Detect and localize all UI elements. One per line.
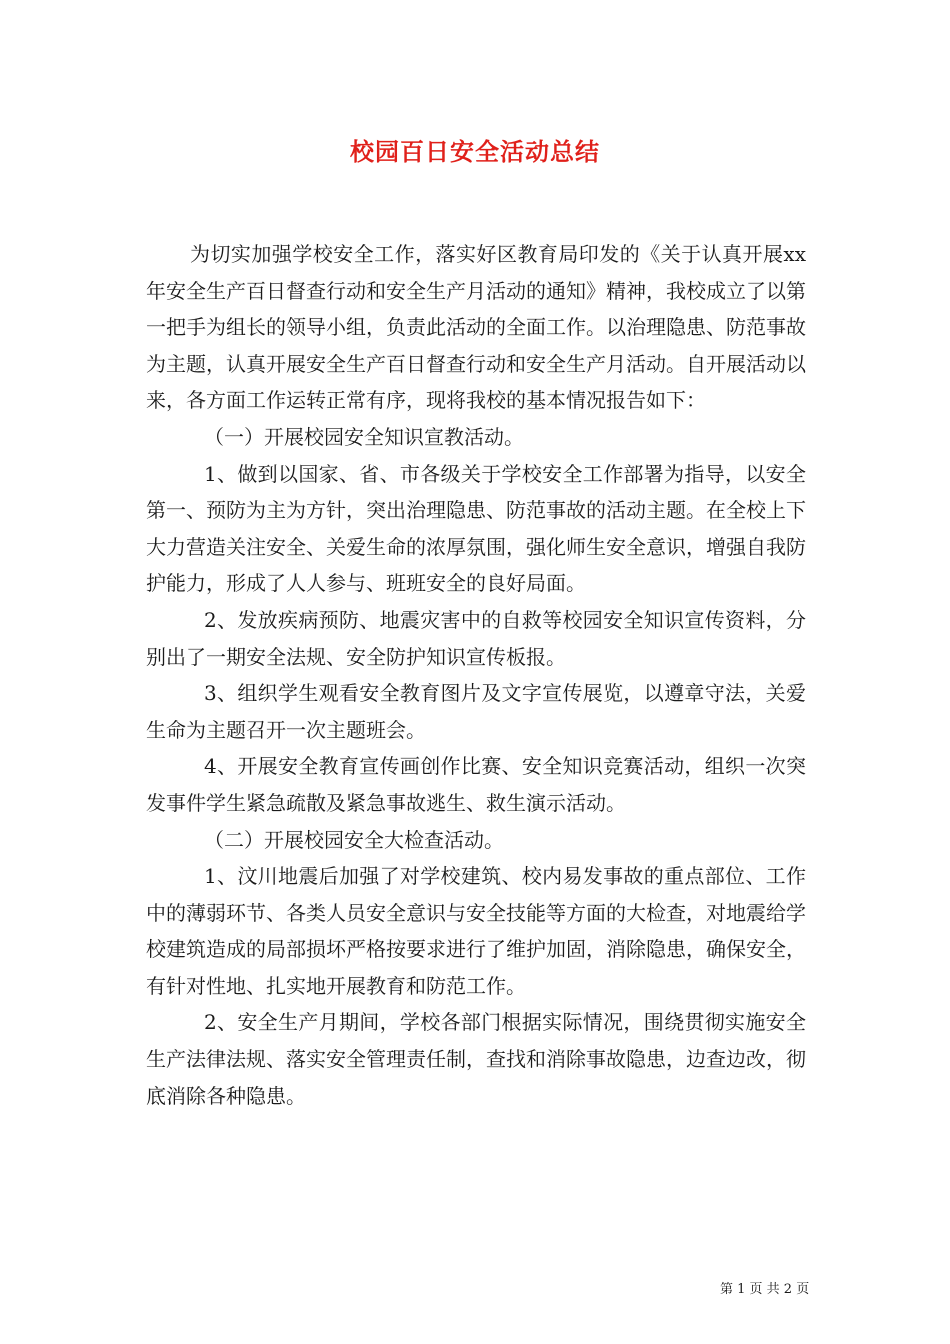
document-body — [146, 236, 806, 1114]
section-2-item-1: 1、汶川地震后加强了对学校建筑、校内易发事故的重点部位、工作中的薄弱环节、各类人员安全意识与安全技能等方面的大检查，对地震给学校建筑造成的局部损坏严格按要求进行了维护加固，消除隐患，确保安全，有针对性地、扎实地开展教育和防范工作。 — [146, 864, 806, 998]
section-1-item-4: 4、开展安全教育宣传画创作比赛、安全知识竞赛活动，组织一次突发事件学生紧急疏散及紧急事故逃生、救生演示活动。 — [146, 754, 806, 815]
section-2-item-2: 2、安全生产月期间，学校各部门根据实际情况，围绕贯彻实施安全生产法律法规、落实安全管理责任制，查找和消除事故隐患，边查边改，彻底消除各种隐患。 — [146, 1010, 806, 1108]
section-heading-1: （一）开展校园安全知识宣教活动。 — [204, 424, 524, 449]
section-1-item-3: 3、组织学生观看安全教育图片及文字宣传展览，以遵章守法，关爱生命为主题召开一次主题班会。 — [146, 681, 806, 742]
page-number: 第 1 页 共 2 页 — [720, 1282, 810, 1297]
section-1-item-2: 2、发放疾病预防、地震灾害中的自救等校园安全知识宣传资料，分别出了一期安全法规、安全防护知识宣传板报。 — [146, 607, 806, 669]
intro-paragraph: 为切实加强学校安全工作，落实好区教育局印发的《关于认真开展xx年安全生产百日督查行动和安全生产月活动的通知》精神，我校成立了以第一把手为组长的领导小组，负责此活动的全面工作。以治理隐患、防范事故为主题，认真开展安全生产百日督查行动和安全生产月活动。自开展活动以来，各方面工作运转正常有序，现将我校的基本情况报告如下： — [146, 242, 806, 413]
document-title: 校园百日安全活动总结 — [350, 137, 600, 166]
section-heading-2: （二）开展校园安全大检查活动。 — [204, 827, 504, 852]
section-1-item-1: 1、做到以国家、省、市各级关于学校安全工作部署为指导，以安全第一、预防为主为方针，突出治理隐患、防范事故的活动主题。在全校上下大力营造关注安全、关爱生命的浓厚氛围，强化师生安全意识，增强自我防护能力，形成了人人参与、班班安全的良好局面。 — [146, 461, 806, 596]
